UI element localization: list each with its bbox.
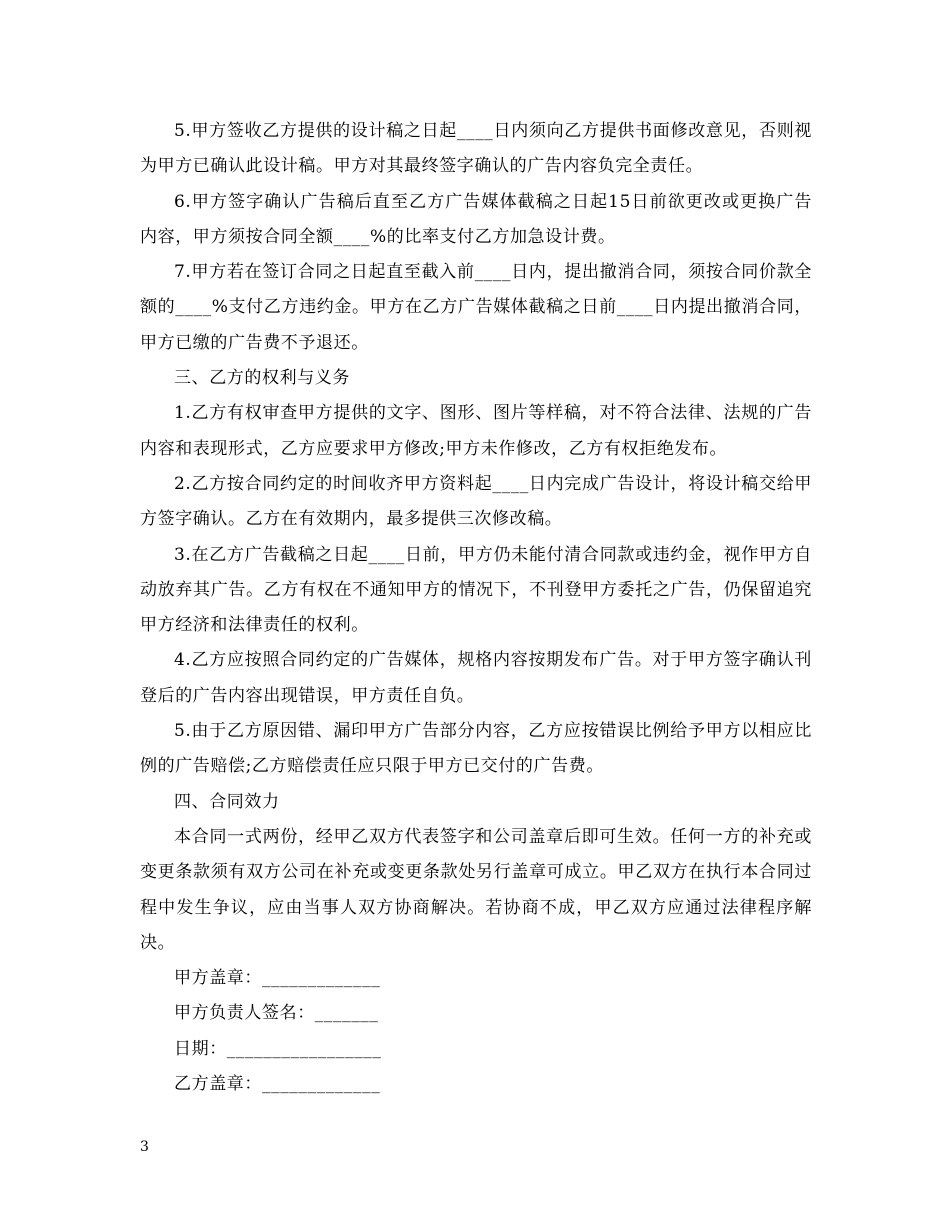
document-body [140, 114, 812, 1102]
page-number: 3 [140, 1139, 149, 1155]
clause-b3-unpaid-abandonment: 3.在乙方广告截稿之日起____日前，甲方仍未能付清合同款或违约金，视作甲方自动放弃其广告。乙方有权在不通知甲方的情况下，不刊登甲方委托之广告，仍保留追究甲方经济和法律责任的权利。 [140, 544, 812, 636]
clause-b4-publication: 4.乙方应按照合同约定的广告媒体，规格内容按期发布广告。对于甲方签字确认刊登后的广告内容出现错误，甲方责任自负。 [140, 650, 812, 706]
signature-line-party-a-seal: 甲方盖章：_____________ [174, 968, 381, 989]
clause-validity-text: 本合同一式两份，经甲乙双方代表签字和公司盖章后即可生效。任何一方的补充或变更条款须有双方公司在补充或变更条款处另行盖章可成立。甲乙双方在执行本合同过程中发生争议，应由当事人双方协商解决。若协商不成，甲乙双方应通过法律程序解决。 [140, 826, 812, 953]
signature-line-party-a-representative: 甲方负责人签名：_______ [174, 1003, 379, 1024]
clause-b5-compensation: 5.由于乙方原因错、漏印甲方广告部分内容，乙方应按错误比例给予甲方以相应比例的广告赔偿;乙方赔偿责任应只限于甲方已交付的广告费。 [140, 721, 812, 777]
section-heading-contract-validity: 四、合同效力 [174, 791, 280, 812]
clause-a5-design-approval: 5.甲方签收乙方提供的设计稿之日起____日内须向乙方提供书面修改意见，否则视为甲方已确认此设计稿。甲方对其最终签字确认的广告内容负完全责任。 [140, 121, 812, 177]
clause-a6-rush-design-fee: 6.甲方签字确认广告稿后直至乙方广告媒体截稿之日起15日前欲更改或更换广告内容，甲方须按合同全额____%的比率支付乙方加急设计费。 [140, 191, 812, 247]
section-heading-party-b-rights: 三、乙方的权利与义务 [174, 368, 350, 389]
signature-line-date: 日期：_________________ [174, 1038, 382, 1059]
signature-line-party-b-seal: 乙方盖章：_____________ [174, 1074, 381, 1095]
clause-b2-design-delivery: 2.乙方按合同约定的时间收齐甲方资料起____日内完成广告设计，将设计稿交给甲方签字确认。乙方在有效期内，最多提供三次修改稿。 [140, 473, 812, 530]
clause-b1-review-rights: 1.乙方有权审查甲方提供的文字、图形、图片等样稿，对不符合法律、法规的广告内容和表现形式，乙方应要求甲方修改;甲方未作修改，乙方有权拒绝发布。 [140, 403, 812, 459]
clause-a7-cancellation: 7.甲方若在签订合同之日起直至截入前____日内，提出撤消合同，须按合同价款全额的____%支付乙方违约金。甲方在乙方广告媒体截稿之日前____日内提出撤消合同，甲方已缴的广告费不予退还。 [140, 262, 812, 353]
